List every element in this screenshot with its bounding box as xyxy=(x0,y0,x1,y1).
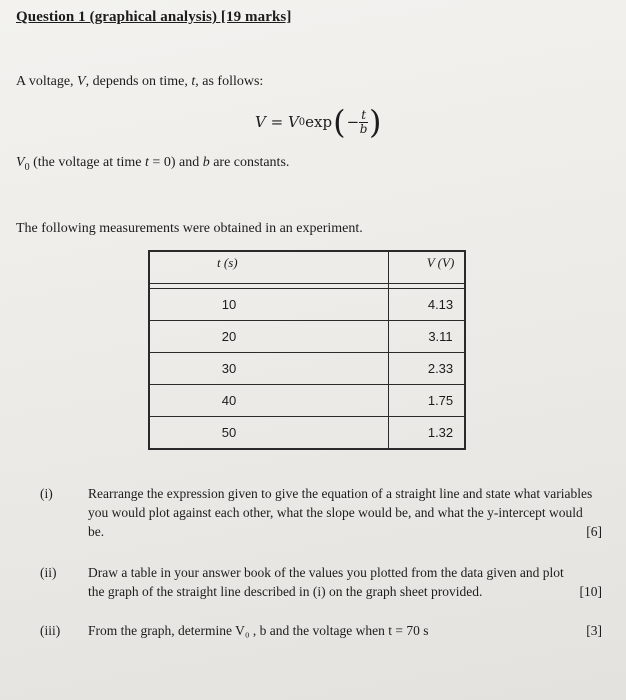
table-row: 10 4.13 xyxy=(149,289,465,321)
measurements-intro: The following measurements were obtained in an experiment. xyxy=(16,221,363,236)
subquestion-text: Draw a table in your answer book of the values you plotted from the data given and plot the graph of the straight line described in (i) on the graph sheet provided. xyxy=(88,565,564,599)
header-time: t (s) xyxy=(149,251,389,284)
voltage-formula: V = V 0 exp ( − $\frac{t}{b}$ ) xyxy=(255,103,382,141)
subquestion-marks: [3] xyxy=(586,623,602,638)
subquestion-number: (ii) xyxy=(40,565,57,580)
question-heading: Question 1 (graphical analysis) [19 marks] xyxy=(16,9,292,25)
table-row: 30 2.33 xyxy=(149,353,465,385)
constants-text: $V_0$ (the voltage at time t = 0) and b are constants. xyxy=(16,155,290,173)
table-row: 40 1.75 xyxy=(149,385,465,417)
header-voltage: V (V) xyxy=(389,251,466,284)
subquestion-marks: [6] xyxy=(586,524,602,539)
fraction: $\frac{t}{b}$ xyxy=(359,107,368,136)
table-header-row xyxy=(149,251,465,284)
subquestion-text: From the graph, determine V₀ , b and the voltage when t = 70 s xyxy=(88,623,429,638)
intro-text: A voltage, V, depends on time, t, as follows: xyxy=(16,74,264,89)
close-paren: ) xyxy=(369,103,382,141)
subquestion-marks: [10] xyxy=(579,584,602,599)
measurement-table xyxy=(148,250,466,450)
table-row: 50 1.32 xyxy=(149,417,465,450)
subquestion-number: (i) xyxy=(40,486,53,501)
subquestion-number: (iii) xyxy=(40,623,61,638)
open-paren: ( xyxy=(333,103,346,141)
table-row: 20 3.11 xyxy=(149,321,465,353)
subquestion-text: Rearrange the expression given to give the equation of a straight line and state what variables you would plot against each other, what the slope would be, and what the y-intercept would be. xyxy=(88,486,593,539)
